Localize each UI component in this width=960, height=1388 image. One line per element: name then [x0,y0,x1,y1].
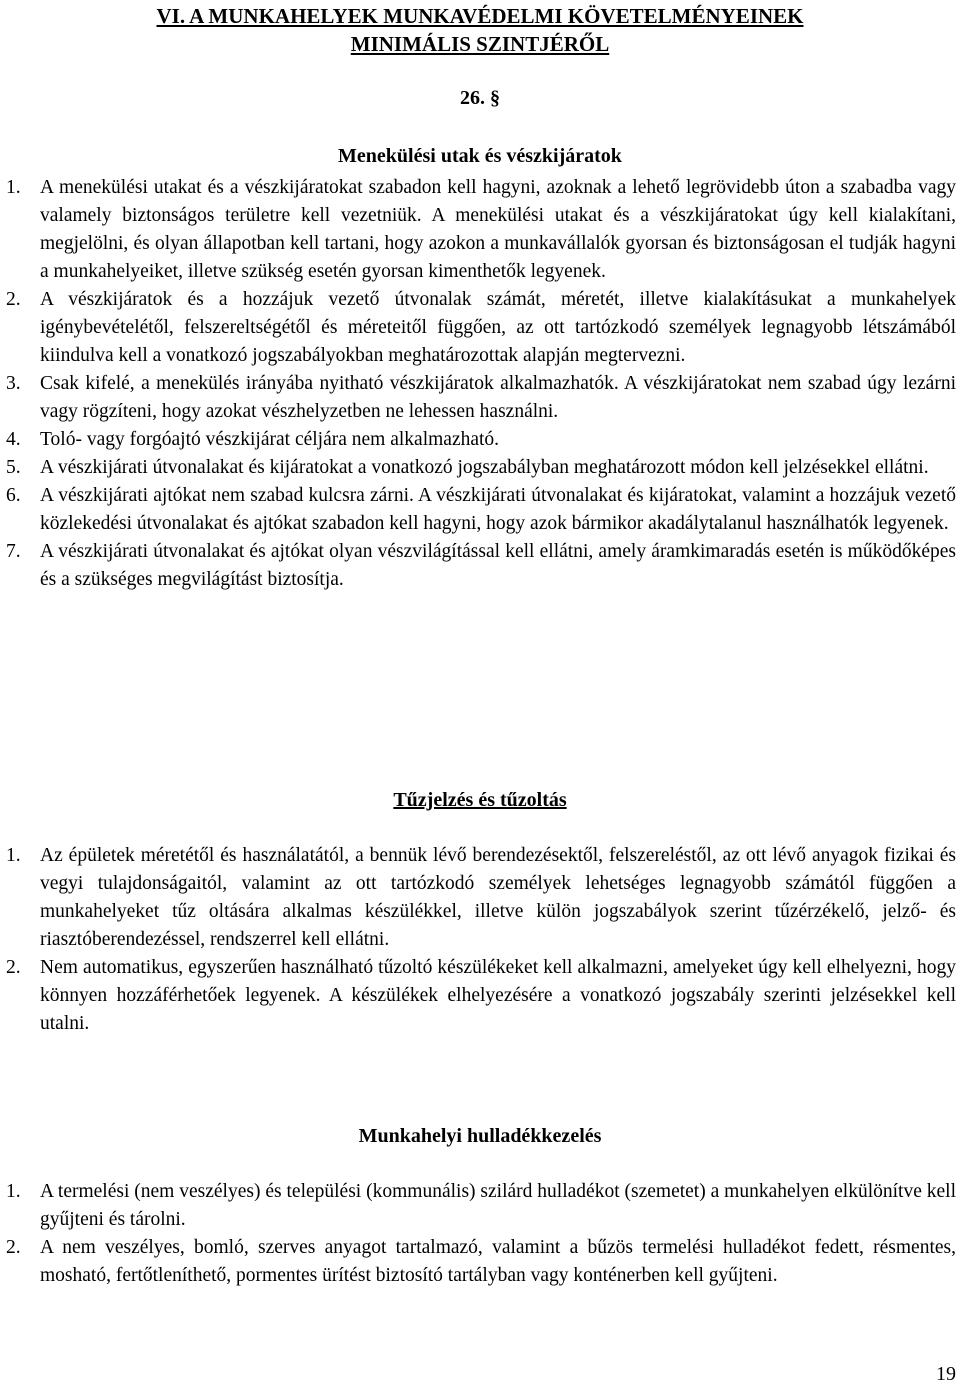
list-item-text: A vészkijárati útvonalakat és kijáratokat a vonatkozó jogszabályban meghatározott módon kell jelzésekkel ellátni. [40,457,929,478]
list-item-number: 3. [6,373,21,394]
list-item [0,482,956,538]
list-item-text: A vészkijárati útvonalakat és ajtókat olyan vészvilágítással kell ellátni, amely áramkimaradás esetén is működőképes és a szükséges megvilágítást biztosítja. [40,541,956,590]
subsection-heading-fire-alarm: Tűzjelzés és tűzoltás [393,789,567,811]
list-item-text: A vészkijárati ajtókat nem szabad kulcsra zárni. A vészkijárati útvonalakat és kijáratokat, valamint a hozzájuk vezető közlekedési útvonalakat és ajtókat szabadon kell hagyni, hogy azok bármikor akadálytalanul használhatók legyenek. [40,485,956,534]
list-item [0,454,956,482]
list-item-number: 4. [6,429,21,450]
list-item-text: Csak kifelé, a menekülés irányába nyitható vészkijáratok alkalmazhatók. A vészkijáratokat nem szabad úgy lezárni vagy rögzíteni, hogy azokat vészhelyzetben ne lehessen használni. [40,373,956,422]
list-item [0,954,956,1038]
list-item-text: A menekülési utakat és a vészkijáratokat szabadon kell hagyni, azoknak a lehető legrövidebb úton a szabadba vagy valamely biztonságos területre kell vezetniük. A menekülési utakat és a vészkijáratokat úgy kell kialakítani, megjelölni, és olyan állapotban kell tartani, hogy azokon a munkavállalók gyorsan és biztonságosan el tudják hagyni a munkahelyeiket, illetve szükség esetén gyorsan kimenthetők legyenek. [40,177,956,282]
section-number: 26. § [460,87,500,109]
list-item-text: A vészkijáratok és a hozzájuk vezető útvonalak számát, méretét, illetve kialakításukat a munkahelyek igénybevételétől, felszereltségétől és méreteitől függően, az ott tartózkodó személyek legnagyobb létszámából kiindulva kell a vonatkozó jogszabályokban meghatározottak alapján megtervezni. [40,289,956,366]
list-item-number: 2. [6,1237,21,1258]
list-item-number: 1. [6,845,21,866]
list-item-text: A nem veszélyes, bomló, szerves anyagot tartalmazó, valamint a bűzös termelési hulladékot fedett, résmentes, mosható, fertőtleníthető, pormentes ürítést biztosító tartályban vagy konténerben kell gyűjteni. [40,1237,956,1286]
waste-management-list [0,1178,956,1290]
subsection-heading-escape-routes: Menekülési utak és vészkijáratok [338,145,622,167]
list-item-number: 5. [6,457,21,478]
list-item-number: 2. [6,957,21,978]
page-number: 19 [936,1363,956,1385]
escape-routes-list [0,174,956,594]
list-item [0,286,956,370]
list-item [0,1234,956,1290]
list-item-number: 1. [6,177,21,198]
list-item [0,538,956,594]
list-item-text: Toló- vagy forgóajtó vészkijárat céljára nem alkalmazható. [40,429,500,450]
list-item [0,370,956,426]
chapter-title-line-2: MINIMÁLIS SZINTJÉRŐL [350,32,610,56]
fire-alarm-list [0,842,956,1038]
list-item-text: Nem automatikus, egyszerűen használható tűzoltó készülékeket kell alkalmazni, amelyeket úgy kell elhelyezni, hogy könnyen hozzáférhetőek legyenek. A készülékek elhelyezésére a vonatkozó jogszabály szerinti jelzésekkel kell utalni. [40,957,956,1034]
list-item-number: 7. [6,541,21,562]
list-item-number: 2. [6,289,21,310]
list-item-text: A termelési (nem veszélyes) és települési (kommunális) szilárd hulladékot (szemetet) a munkahelyen elkülönítve kell gyűjteni és tárolni. [40,1181,956,1230]
list-item [0,1178,956,1234]
chapter-title [0,2,960,58]
list-item-number: 1. [6,1181,21,1202]
chapter-title-line-1: VI. A MUNKAHELYEK MUNKAVÉDELMI KÖVETELMÉNYEINEK [156,4,804,28]
subsection-heading-waste-management: Munkahelyi hulladékkezelés [358,1125,602,1147]
list-item [0,426,956,454]
list-item-number: 6. [6,485,21,506]
list-item [0,842,956,954]
list-item [0,174,956,286]
list-item-text: Az épületek méretétől és használatától, a bennük lévő berendezésektől, felszereléstől, az ott lévő anyagok fizikai és vegyi tulajdonságaitól, valamint az ott tartózkodó személyek lehetséges legnagyobb számától függően a munkahelyeket tűz oltására alkalmas készülékkel, illetve külön jogszabályok szerint tűzérzékelő, jelző- és riasztóberendezéssel, rendszerrel kell ellátni. [40,845,956,950]
